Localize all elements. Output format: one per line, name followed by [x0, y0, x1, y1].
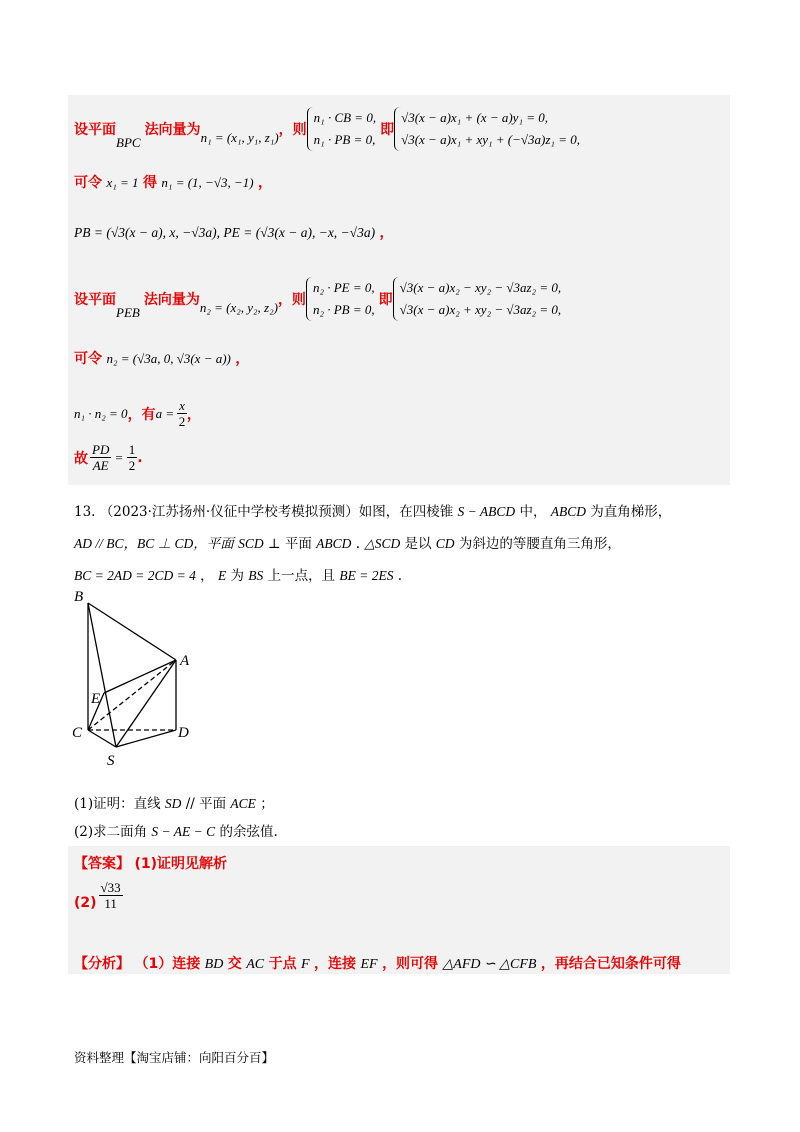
label-s: S [107, 753, 115, 769]
problem-line-3 [74, 564, 402, 584]
text-fragment: . [355, 536, 361, 552]
text-fragment: (2)求二面角 [74, 824, 148, 840]
problem-number: 13. [74, 504, 96, 520]
text-fragment: 的余弦值. [219, 824, 278, 840]
edge-sd [116, 730, 176, 747]
parallel-condition: AD // BC，BC ⊥ CD，平面 [74, 536, 234, 551]
vector-n1-def: n₁ = (x₁, y₁, z₁) [200, 130, 279, 145]
solution-line-4 [74, 270, 561, 328]
text-ji: 即 [380, 122, 395, 138]
plane-ace: ACE [230, 796, 256, 811]
solution-line-7 [74, 442, 143, 473]
text-then: ，则 [278, 122, 307, 138]
footer-note: 资料整理【淘宝店铺：向阳百分百】 [74, 1050, 275, 1065]
problem-source: （2023·江苏扬州·仪征中学校考模拟预测）如图，在四棱锥 [99, 504, 454, 520]
ratio-be-es: BE = 2ES [339, 568, 394, 583]
pyramid-diagram [68, 585, 208, 770]
frac-den: 11 [104, 896, 117, 911]
text-fragment: ，再结合已知条件可得 [540, 956, 681, 972]
similar-triangles: △AFD ∽ △CFB [442, 957, 537, 972]
segment-cd: CD [435, 536, 455, 551]
answer-part1: (1)证明见解析 [134, 856, 227, 872]
solution-line-1 [74, 100, 580, 158]
answer-part2-label: (2) [74, 895, 97, 911]
solution-line-2 [74, 172, 272, 192]
solution-line-6 [74, 398, 201, 429]
analysis-label: 【分析】 [74, 956, 130, 972]
text-fragment: 为直角梯形， [590, 504, 672, 520]
text-let: 可令 [74, 175, 102, 191]
system-dot-products-2 [306, 277, 375, 321]
segment-bd: BD [204, 957, 224, 972]
text-fragment: // 平面 [185, 796, 227, 812]
answer-line-1 [74, 853, 227, 873]
abcd: ABCD [550, 504, 586, 519]
label-b: B [74, 589, 84, 605]
text-fragment: ； [260, 796, 274, 812]
question-1 [74, 792, 274, 812]
eq-expanded-1b: √3(x − a)x₁ + xy₁ + (−√3a)z₁ = 0, [401, 132, 580, 147]
triangle-scd: △SCD [364, 536, 401, 551]
text-fragment: （1）连接 [134, 956, 201, 972]
pyramid-name: S − ABCD [457, 504, 516, 519]
line-sd: SD [164, 796, 182, 811]
frac-den: AE [92, 458, 109, 473]
frac-num: 1 [128, 442, 136, 457]
eq-n2-pb: n₂ · PB = 0, [312, 302, 375, 317]
edge-cs [88, 730, 116, 747]
segment-bs: BS [248, 568, 264, 583]
eq-a-label: a = [155, 405, 175, 421]
vectors-pb-pe: PB = (√3(x − a), x, −√3a), PE = (√3(x − a), −x, −√3a) [74, 225, 376, 240]
answer-label: 【答案】 [74, 856, 130, 872]
analysis-line [74, 953, 681, 973]
eq-n2-pe: n₂ · PE = 0, [312, 280, 375, 295]
text-comma: ， [186, 406, 201, 423]
label-c: C [72, 725, 83, 741]
label-e: E [91, 691, 101, 707]
plane-scd: SCD [238, 536, 264, 551]
text-comma: ， [379, 225, 394, 241]
text-let: 可令 [74, 351, 102, 367]
text-you: ，有 [127, 406, 156, 423]
frac-num: √33 [100, 880, 121, 895]
text-fragment: (1)证明：直线 [74, 796, 161, 812]
question-2 [74, 820, 278, 840]
answer-part2-fraction [99, 880, 123, 911]
text-comma: ， [235, 351, 250, 367]
text-then: ，则 [277, 292, 306, 308]
vector-n1-value: n₁ = (1, −√3, −1) [161, 175, 254, 190]
label-d: D [178, 725, 189, 741]
edge-bs [88, 603, 116, 747]
text-normal-vector: 法向量为 [143, 292, 200, 308]
fraction-x-over-2 [177, 398, 187, 429]
text-comma: ， [258, 175, 273, 191]
text-period: . [137, 449, 143, 466]
length-condition: BC = 2AD = 2CD = 4 [74, 568, 196, 583]
text-fragment: 交 [227, 956, 242, 972]
text-fragment: . [397, 568, 403, 584]
vector-n2-def: n₂ = (x₂, y₂, z₂) [199, 300, 278, 315]
text-set-plane: 设平面 [74, 292, 116, 308]
system-expanded-2 [393, 277, 561, 321]
text-fragment: ， [200, 568, 214, 584]
fraction-pd-ae [90, 442, 111, 473]
text-fragment: ，连接 [314, 956, 357, 972]
frac-num: x [179, 398, 185, 413]
point-e: E [217, 568, 227, 583]
text-fragment: ，则可得 [382, 956, 439, 972]
fraction-one-half [127, 442, 138, 473]
dihedral-angle: S − AE − C [151, 824, 216, 839]
text-get: 得 [142, 175, 157, 191]
text-fragment: ⊥ 平面 [267, 536, 312, 552]
text-fragment: 是以 [404, 536, 432, 552]
text-fragment: 中， [519, 504, 547, 520]
text-fragment: 为 [230, 568, 244, 584]
eq-n1-dot-n2: n₁ · n₂ = 0 [74, 405, 128, 421]
solution-line-5 [74, 348, 249, 368]
point-f: F [301, 957, 310, 972]
plane-abcd: ABCD [316, 536, 352, 551]
eq-n1-pb: n₁ · PB = 0, [313, 132, 376, 147]
frac-num: PD [92, 442, 110, 457]
solution-line-3 [74, 222, 394, 242]
text-ji: 即 [378, 292, 393, 308]
text-set-plane: 设平面 [74, 122, 116, 138]
eq-expanded-2a: √3(x − a)x₂ − xy₂ − √3az₂ = 0, [399, 280, 562, 295]
frac-den: 2 [178, 414, 186, 429]
answer-line-2 [74, 880, 123, 911]
frac-den: 2 [128, 458, 136, 473]
text-normal-vector: 法向量为 [144, 122, 201, 138]
problem-line-1 [74, 500, 671, 520]
eq-expanded-1a: √3(x − a)x₁ + (x − a)y₁ = 0, [401, 110, 548, 125]
eq-expanded-2b: √3(x − a)x₂ + xy₂ − √3az₂ = 0, [399, 302, 562, 317]
text-fragment: 为斜边的等腰直角三角形， [458, 536, 621, 552]
segment-ac: AC [246, 957, 265, 972]
vector-n2-value: n₂ = (√3a, 0, √3(x − a)) [106, 351, 231, 366]
equals-sign: = [115, 449, 123, 465]
text-therefore: 故 [74, 450, 88, 467]
segment-ef: EF [360, 957, 378, 972]
text-fragment: 于点 [268, 956, 297, 972]
eq-n1-cb: n₁ · CB = 0, [313, 110, 377, 125]
system-expanded-1 [394, 107, 580, 151]
system-dot-products-1 [307, 107, 376, 151]
problem-line-2 [74, 532, 621, 552]
text-fragment: 上一点，且 [267, 568, 336, 584]
cond-x1: x₁ = 1 [106, 175, 139, 190]
edge-ba [88, 603, 176, 660]
plane-peb: PEB [116, 305, 140, 320]
plane-bpc: BPC [116, 135, 141, 150]
label-a: A [180, 653, 190, 669]
pyramid-figure [68, 585, 208, 774]
